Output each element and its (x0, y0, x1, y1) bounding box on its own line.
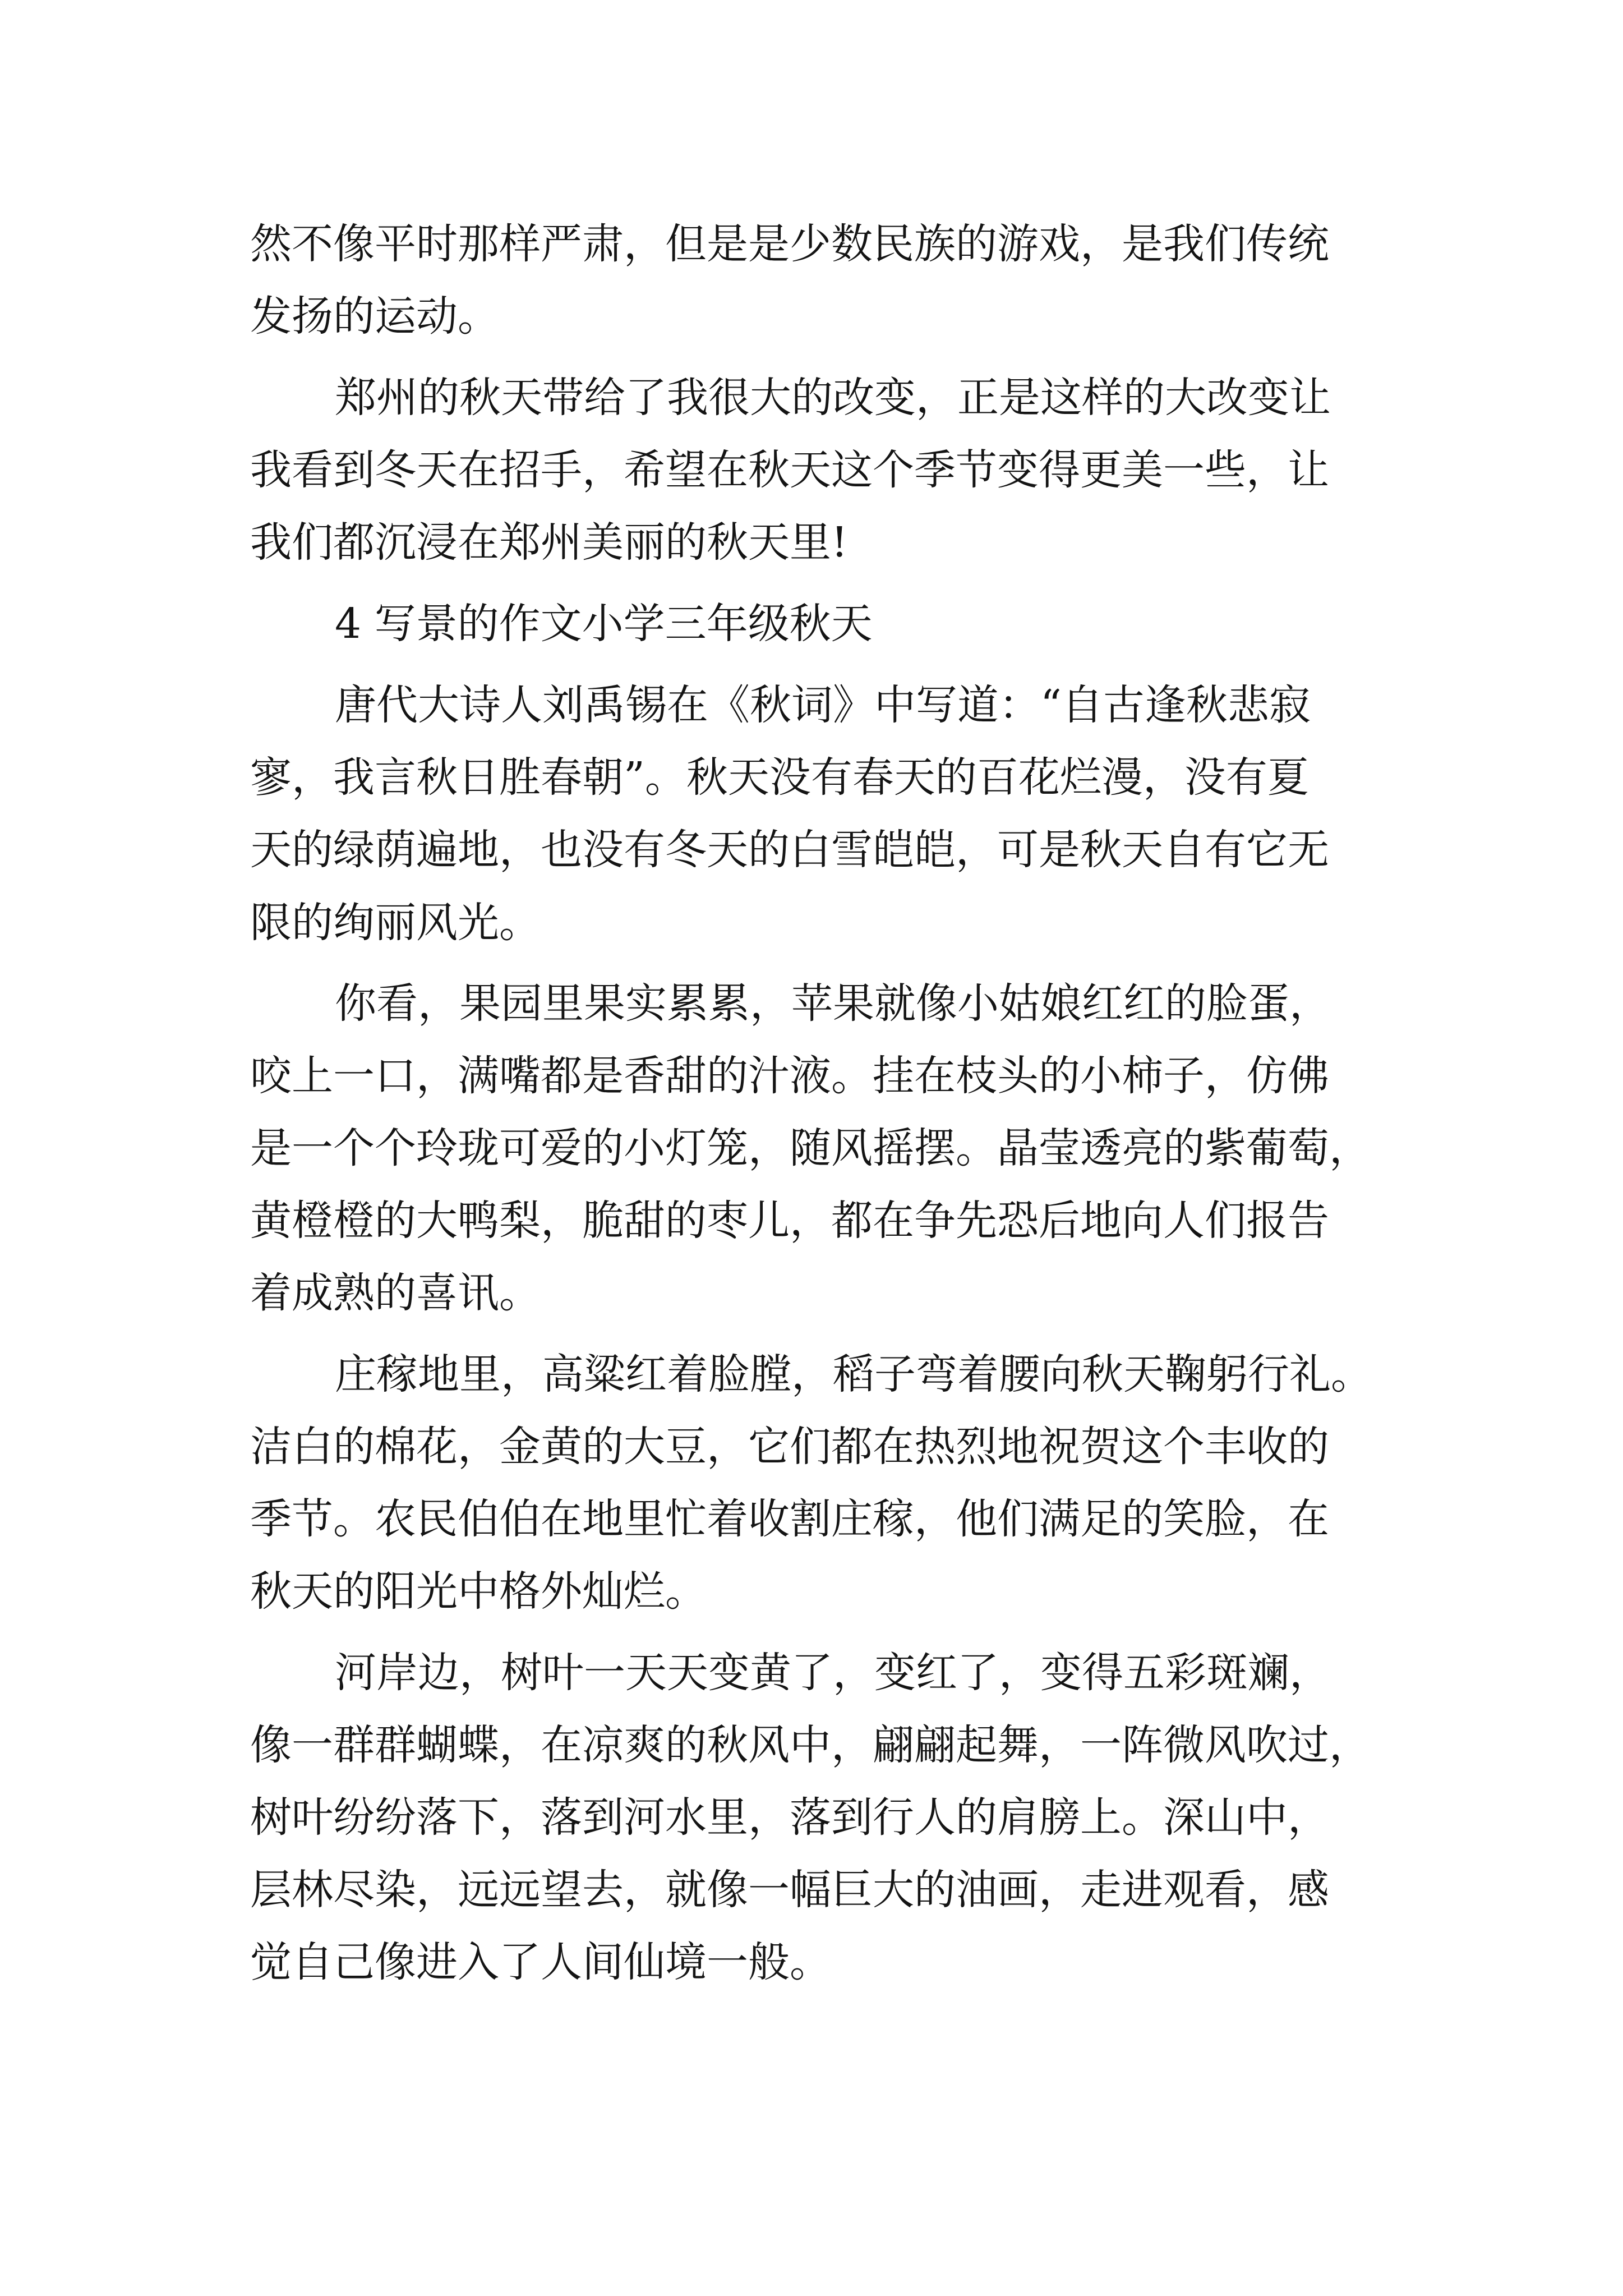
text-line: 你看，果园里果实累累，苹果就像小姑娘红红的脸蛋， (335, 979, 1331, 1028)
text-line: 是一个个玲珑可爱的小灯笼，随风摇摆。晶莹透亮的紫葡萄， (250, 1124, 1371, 1172)
text-line: 我们都沉浸在郑州美丽的秋天里! (250, 518, 848, 567)
text-line: 咬上一口，满嘴都是香甜的汁液。挂在枝头的小柿子，仿佛 (250, 1052, 1329, 1100)
text-line: 河岸边，树叶一天天变黄了，变红了，变得五彩斑斓， (335, 1649, 1331, 1697)
text-line: 树叶纷纷落下，落到河水里，落到行人的肩膀上。深山中， (250, 1793, 1329, 1842)
text-line: 层林尽染，远远望去，就像一幅巨大的油画，走进观看，感 (250, 1866, 1329, 1914)
text-line: 秋天的阳光中格外灿烂。 (250, 1567, 707, 1616)
text-line: 唐代大诗人刘禹锡在《秋词》中写道：“自古逢秋悲寂 (335, 681, 1311, 729)
section-heading: 4 写景的作文小学三年级秋天 (335, 600, 873, 648)
text-line: 觉自己像进入了人间仙境一般。 (250, 1938, 831, 1986)
text-line: 然不像平时那样严肃，但是是少数民族的游戏，是我们传统 (250, 220, 1329, 268)
text-line: 限的绚丽风光。 (250, 899, 541, 947)
text-line: 我看到冬天在招手，希望在秋天这个季节变得更美一些，让 (250, 446, 1329, 494)
text-line: 天的绿荫遍地，也没有冬天的白雪皑皑，可是秋天自有它无 (250, 826, 1329, 874)
text-line: 洁白的棉花，金黄的大豆，它们都在热烈地祝贺这个丰收的 (250, 1423, 1329, 1471)
text-line: 庄稼地里，高粱红着脸膛，稻子弯着腰向秋天鞠躬行礼。 (335, 1350, 1372, 1398)
text-line: 黄橙橙的大鸭梨，脆甜的枣儿，都在争先恐后地向人们报告 (250, 1197, 1329, 1245)
text-line: 着成熟的喜讯。 (250, 1269, 541, 1317)
text-line: 像一群群蝴蝶，在凉爽的秋风中，翩翩起舞，一阵微风吹过， (250, 1721, 1371, 1769)
text-line: 寥，我言秋日胜春朝”。秋天没有春天的百花烂漫，没有夏 (250, 753, 1309, 802)
text-line: 季节。农民伯伯在地里忙着收割庄稼，他们满足的笑脸，在 (250, 1495, 1329, 1543)
text-line: 郑州的秋天带给了我很大的改变，正是这样的大改变让 (335, 374, 1331, 422)
text-line: 发扬的运动。 (250, 292, 499, 341)
